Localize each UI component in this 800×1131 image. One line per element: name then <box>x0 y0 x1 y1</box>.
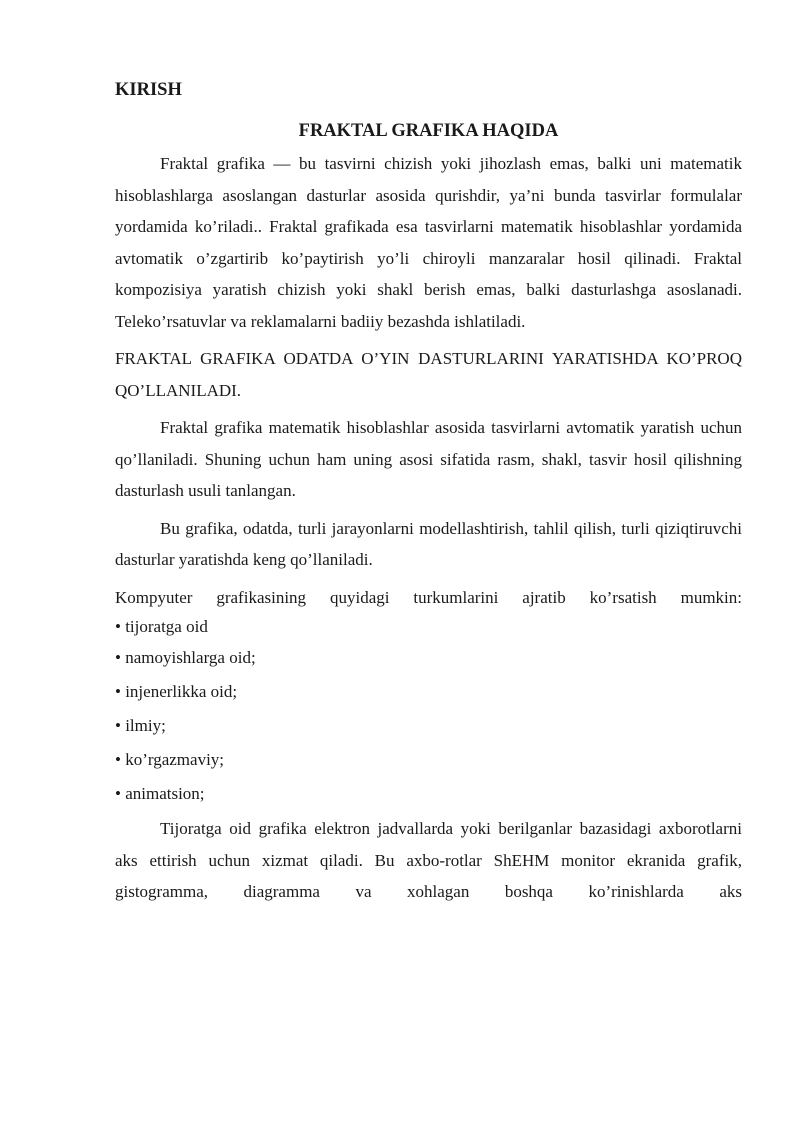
list-item: • ilmiy; <box>115 716 166 735</box>
paragraph-intro: Fraktal grafika — bu tasvirni chizish yoki jihozlash emas, balki uni matematik hisoblashlarga asoslangan dasturlar asosida qurishdir, ya’ni bunda tasvirlar formulalar yordamida ko’riladi.. Fraktal grafikada esa tasvirlarni matematik hisoblashlar yordamida avtomatik o’zgartirib ko’paytirish yo’li chiroyli manzaralar hosil qilinadi. Fraktal kompozisiya yaratish chizish yoki shakl berish emas, balki dasturlashga asoslanadi. Teleko’rsatuvlar va reklamalarni badiiy bezashda ishlatiladi. <box>115 154 742 331</box>
document-body <box>115 76 742 908</box>
list-intro: Kompyuter grafikasining quyidagi turkumlarini ajratib ko’rsatish mumkin: <box>115 587 742 607</box>
paragraph-purpose: Fraktal grafika matematik hisoblashlar asosida tasvirlarni avtomatik yaratish uchun qo’llaniladi. Shuning uchun ham uning asosi sifatida rasm, shakl, tasvir hosil qilishning dasturlash usuli tanlangan. <box>115 418 742 500</box>
category-list <box>115 613 742 811</box>
list-item: • ko’rgazmaviy; <box>115 750 225 769</box>
page-title: FRAKTAL GRAFIKA HAQIDA <box>298 121 559 141</box>
list-item: • injenerlikka oid; <box>115 682 238 701</box>
paragraph-usage: Bu grafika, odatda, turli jarayonlarni modellashtirish, tahlil qilish, turli qiziqtiruvchi dasturlar yaratishda keng qo’llaniladi. <box>115 518 742 569</box>
list-item: • tijoratga oid <box>115 617 208 636</box>
paragraph-commercial: Tijoratga oid grafika elektron jadvallarda yoki berilganlar bazasidagi axborotlarni aks ettirish uchun xizmat qiladi. Bu axbo-rotlar ShEHM monitor ekranida grafik, gistogramma, diagramma va xohlagan boshqa ko’rinishlarda aks <box>115 819 742 901</box>
list-item: • animatsion; <box>115 784 205 803</box>
list-item: • namoyishlarga oid; <box>115 648 256 667</box>
section-heading: KIRISH <box>115 80 182 100</box>
paragraph-caps: FRAKTAL GRAFIKA ODATDA O’YIN DASTURLARINI YARATISHDA KO’PROQ QO’LLANILADI. <box>115 349 742 400</box>
